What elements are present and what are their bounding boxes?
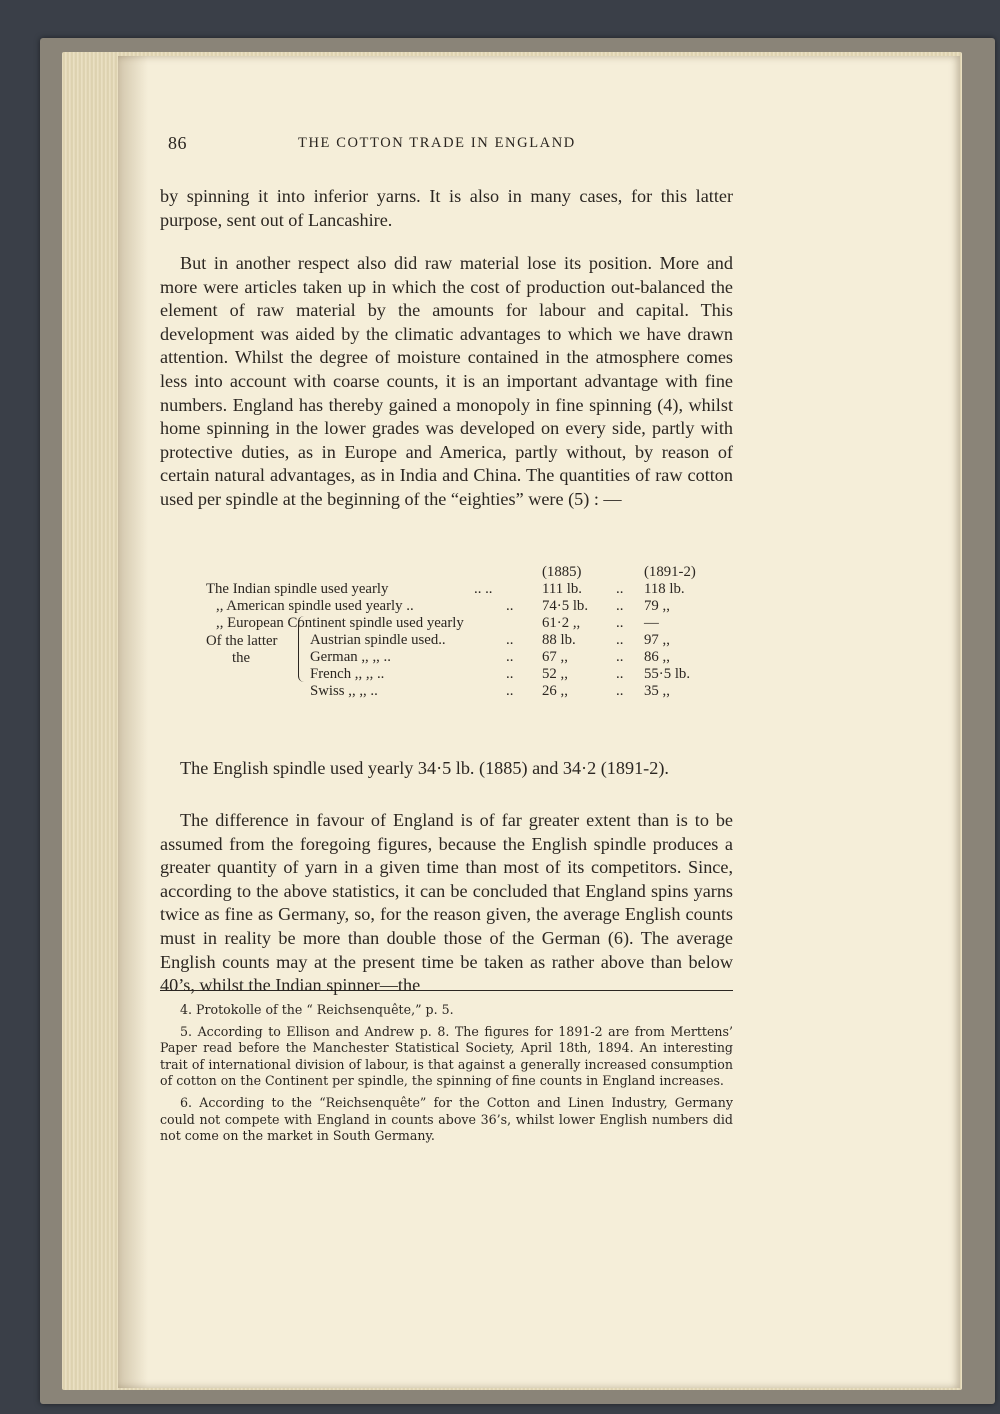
col-header-1885: (1885) [542, 564, 582, 580]
row-value-1885: 52 ,, [542, 666, 568, 682]
row-dots-2: .. [616, 632, 624, 648]
footnote-5: 5. According to Ellison and Andrew p. 8. The figures for 1891-2 are from Merttens’ Paper read before the Manchester Statistical Society, April 18th, 1894. An interesting trait of international division of labour, is that against a generally increased consumption of cotton on the Continent per spindle, the spinning of fine counts in England increases. [160, 1023, 733, 1089]
row-value-1891: — [644, 615, 659, 631]
group-label: Of the latter [206, 633, 278, 649]
row-label: ,, American spindle used yearly .. [216, 598, 414, 614]
row-value-1885: 67 ,, [542, 649, 568, 665]
row-value-1891: 118 lb. [644, 581, 685, 597]
row-dots-2: .. [616, 581, 624, 597]
page-number: 86 [168, 133, 187, 153]
row-dots: .. [506, 666, 514, 682]
paragraph-2 [160, 252, 733, 512]
row-dots-2: .. [616, 666, 624, 682]
paragraph-text: by spinning it into inferior yarns. It is also in many cases, for this latter purpose, sent out of Lancashire. [160, 186, 733, 230]
footnote-rule [160, 990, 733, 991]
footnote-6: 6. According to the “Reichsenquête” for the Cotton and Linen Industry, Germany could not compete with England in counts above 36’s, whilst lower English numbers did not come on the market in South Germany. [160, 1094, 733, 1144]
row-value-1885: 88 lb. [542, 632, 576, 648]
row-dots: .. [506, 632, 514, 648]
row-value-1885: 26 ,, [542, 683, 568, 699]
paragraph-text: The difference in favour of England is of far greater extent than is to be assumed from the foregoing figures, because the English spindle produces a greater quantity of yarn in a given time than most of its competitors. Since, according to the above statistics, it can be concluded that England spins yarns twice as fine as Germany, so, for the reason given, the average English counts must in reality be more than double those of the German (6). The average English counts may at the present time be taken as rather above than below 40’s, whilst the Indian spinner—the [160, 810, 733, 996]
row-label: Austrian spindle used.. [310, 632, 446, 648]
row-dots-2: .. [616, 615, 624, 631]
row-value-1891: 97 ,, [644, 632, 670, 648]
paragraph-3 [160, 757, 733, 781]
row-dots-2: .. [616, 598, 624, 614]
paragraph-1 [160, 185, 733, 232]
col-header-1891: (1891-2) [644, 564, 696, 580]
row-value-1885: 111 lb. [542, 581, 583, 597]
spindle-table [206, 564, 736, 704]
running-title: THE COTTON TRADE IN ENGLAND [298, 135, 576, 151]
group-label-2: the [232, 650, 251, 666]
paragraph-4 [160, 809, 733, 998]
group-brace [298, 616, 307, 682]
row-dots-2: .. [616, 649, 624, 665]
footnotes [160, 1002, 733, 1150]
row-value-1891: 86 ,, [644, 649, 670, 665]
row-label: French ,, ,, .. [310, 666, 385, 682]
row-value-1885: 74·5 lb. [542, 598, 589, 614]
row-label: The Indian spindle used yearly [206, 581, 389, 597]
row-value-1891: 79 ,, [644, 598, 670, 614]
row-dots: .. [506, 683, 514, 699]
row-dots: .. .. [474, 581, 493, 597]
row-label: ,, European Continent spindle used yearly [216, 615, 464, 631]
row-value-1891: 55·5 lb. [644, 666, 691, 682]
paragraph-text: But in another respect also did raw material lose its position. More and more were articles taken up in which the cost of production out-balanced the element of raw material by the amounts for labour and capital. This development was aided by the climatic advantages to which we have drawn attention. Whilst the degree of moisture contained in the atmosphere comes less into account with coarse counts, it is an important advantage with fine numbers. England has thereby gained a monopoly in fine spinning (4), whilst home spinning in the lower grades was developed on every side, partly with protective duties, as in Europe and America, partly without, by reason of certain natural advantages, as in India and China. The quantities of raw cotton used per spindle at the beginning of the “eighties” were (5) : — [160, 253, 733, 509]
footnote-4: 4. Protokolle of the “ Reichsenquête,” p. 5. [180, 1002, 454, 1017]
row-dots-2: .. [616, 683, 624, 699]
row-dots: .. [506, 649, 514, 665]
row-value-1885: 61·2 ,, [542, 615, 581, 631]
row-label: Swiss ,, ,, .. [310, 683, 378, 699]
row-label: German ,, ,, .. [310, 649, 391, 665]
row-value-1891: 35 ,, [644, 683, 670, 699]
paragraph-text: The English spindle used yearly 34·5 lb. (1885) and 34·2 (1891-2). [180, 758, 669, 778]
row-dots: .. [506, 598, 514, 614]
